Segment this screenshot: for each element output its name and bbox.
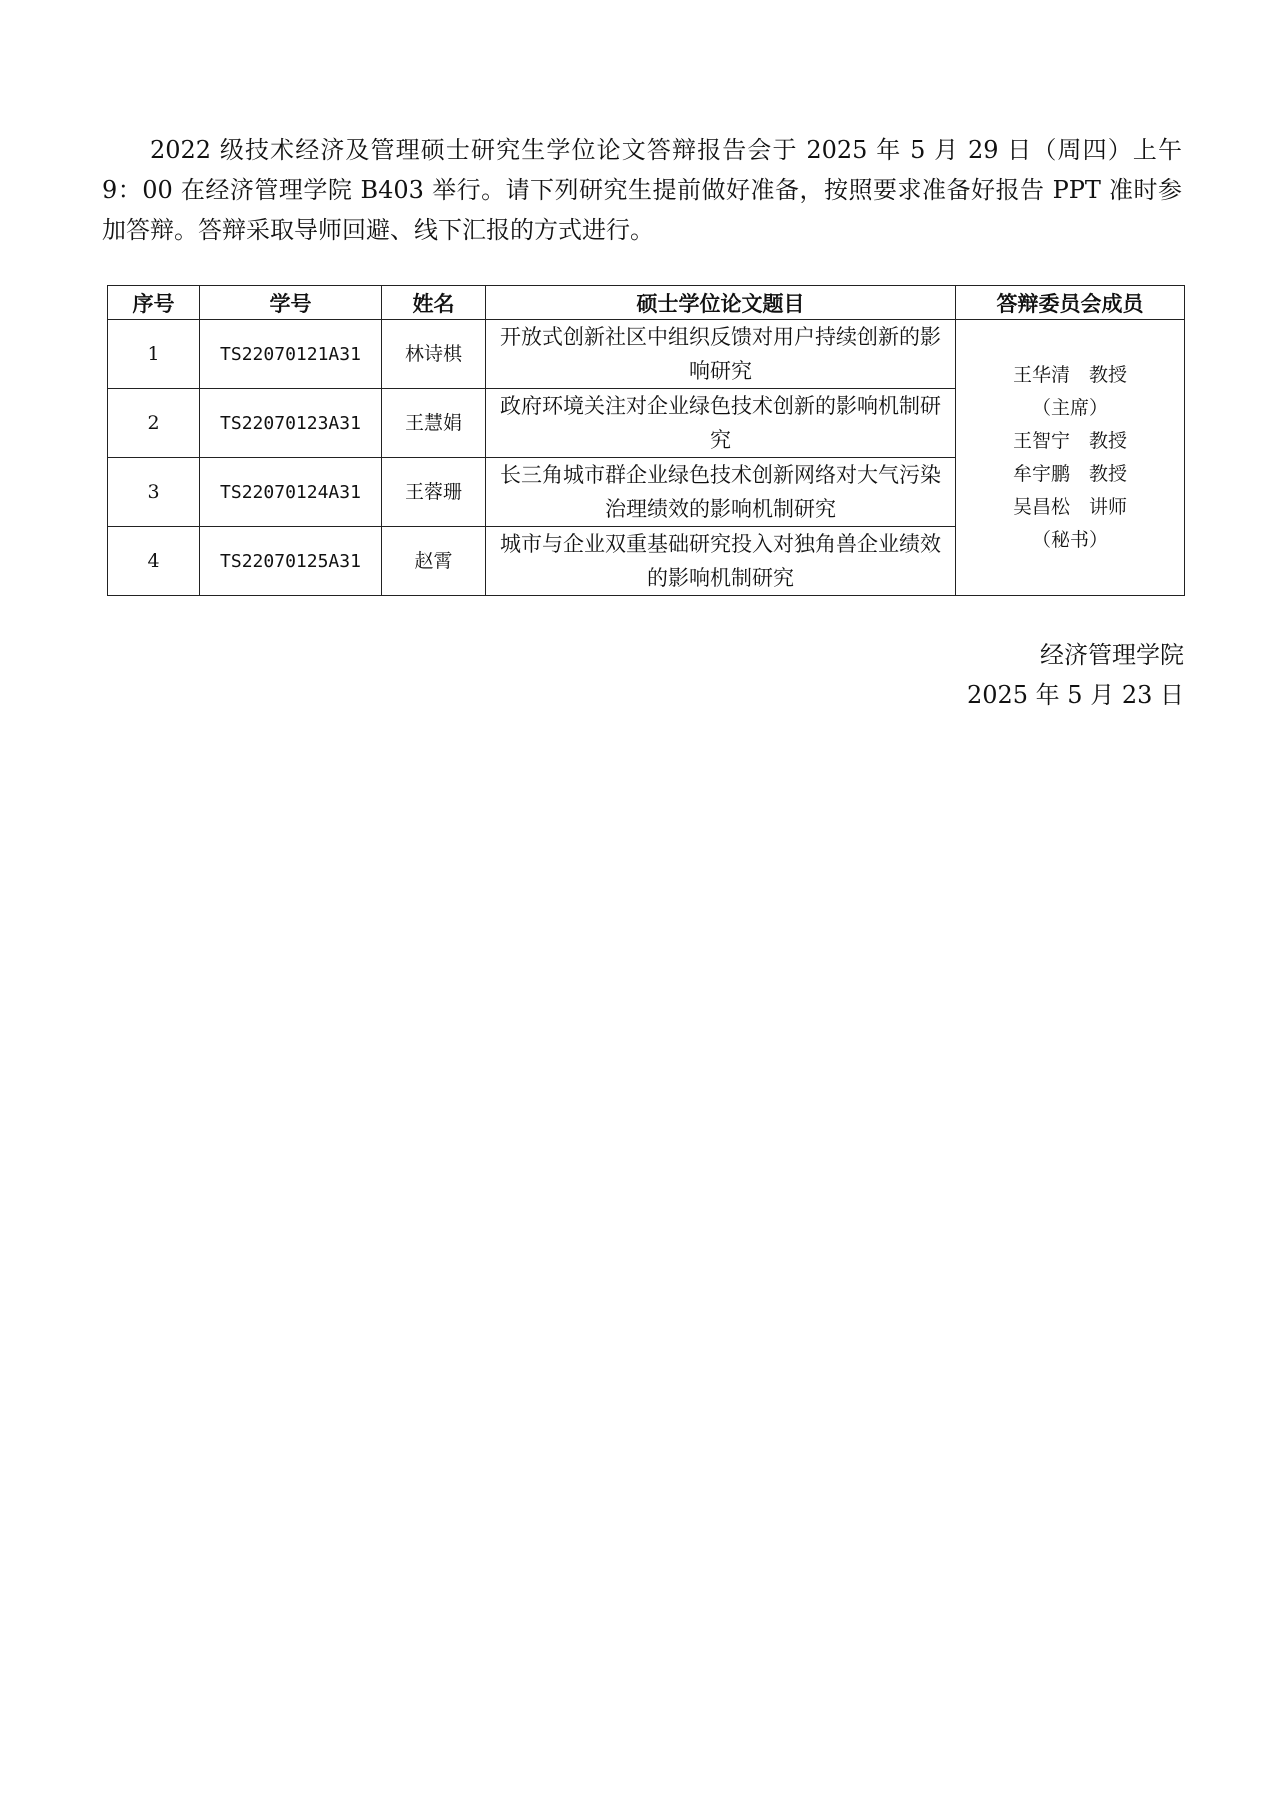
committee-member: 吴昌松 讲师 xyxy=(1012,495,1127,518)
row-thesis-title: 政府环境关注对企业绿色技术创新的影响机制研究 xyxy=(486,389,956,458)
signature-date: 2025 年 5 月 23 日 xyxy=(966,681,1184,709)
committee-members-cell xyxy=(956,320,1185,596)
header-committee: 答辩委员会成员 xyxy=(956,286,1185,320)
row-name: 王蓉珊 xyxy=(382,458,486,527)
row-name: 林诗棋 xyxy=(382,320,486,389)
table-header-row xyxy=(108,286,1185,320)
row-seq: 4 xyxy=(108,527,200,596)
header-student-id: 学号 xyxy=(200,286,382,320)
signature-block xyxy=(967,635,1184,715)
committee-role: （秘书） xyxy=(1031,528,1108,551)
row-seq: 1 xyxy=(108,320,200,389)
row-student-id: TS22070125A31 xyxy=(200,527,382,596)
row-name: 赵霄 xyxy=(382,527,486,596)
row-name: 王慧娟 xyxy=(382,389,486,458)
table-row xyxy=(108,320,1185,389)
notice-paragraph: 2022 级技术经济及管理硕士研究生学位论文答辩报告会于 2025 年 5 月 29 日（周四）上午 9：00 在经济管理学院 B403 举行。请下列研究生提前做好准备，按照要求准备好报告 PPT 准时参加答辩。答辩采取导师回避、线下汇报的方式进行。 xyxy=(102,136,1182,244)
row-thesis-title: 城市与企业双重基础研究投入对独角兽企业绩效的影响机制研究 xyxy=(486,527,956,596)
row-seq: 2 xyxy=(108,389,200,458)
header-seq: 序号 xyxy=(108,286,200,320)
row-seq: 3 xyxy=(108,458,200,527)
committee-member: 牟宇鹏 教授 xyxy=(1012,462,1127,485)
row-student-id: TS22070121A31 xyxy=(200,320,382,389)
header-thesis-title: 硕士学位论文题目 xyxy=(486,286,956,320)
row-student-id: TS22070124A31 xyxy=(200,458,382,527)
row-thesis-title: 开放式创新社区中组织反馈对用户持续创新的影响研究 xyxy=(486,320,956,389)
committee-member: 王智宁 教授 xyxy=(1012,429,1127,452)
row-student-id: TS22070123A31 xyxy=(200,389,382,458)
committee-member: 王华清 教授 xyxy=(1012,363,1127,386)
defense-schedule-table xyxy=(107,285,1185,596)
signature-org: 经济管理学院 xyxy=(1040,641,1184,669)
committee-role: （主席） xyxy=(1031,396,1108,419)
header-name: 姓名 xyxy=(382,286,486,320)
row-thesis-title: 长三角城市群企业绿色技术创新网络对大气污染治理绩效的影响机制研究 xyxy=(486,458,956,527)
